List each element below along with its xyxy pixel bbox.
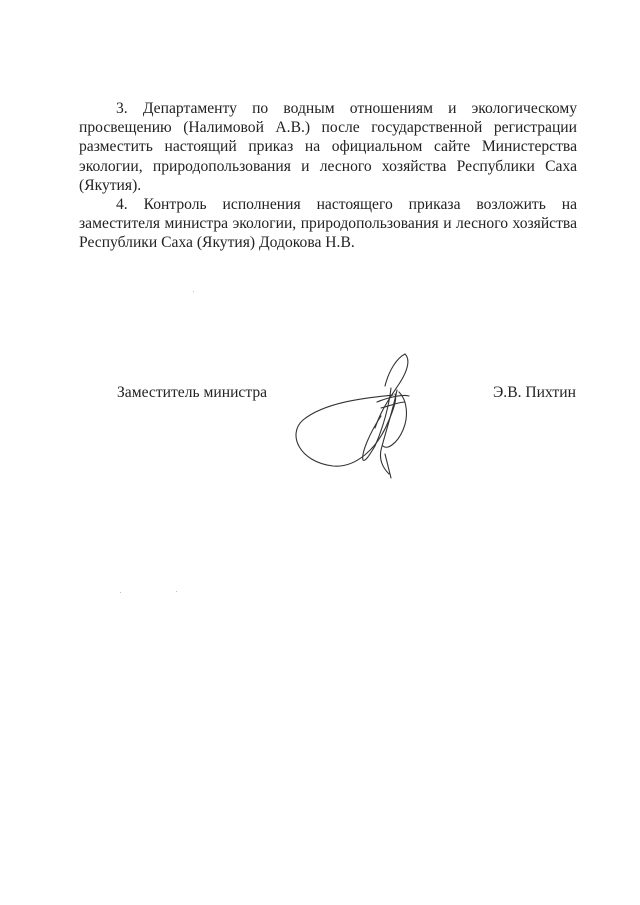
paragraph-number: 4. <box>116 196 128 214</box>
paper-speck <box>176 591 177 592</box>
signatory-position: Заместитель министра <box>117 384 268 401</box>
paragraph-4 <box>79 195 577 253</box>
handwritten-signature <box>285 350 425 480</box>
paragraph-text: Контроль исполнения настоящего приказа возложить на заместителя министра экологии, природопользования и лесного хозяйства Республики Саха (Якутия) Додокова Н.В. <box>79 196 578 252</box>
paragraph-3 <box>79 99 577 195</box>
signatory-name: Э.В. Пихтин <box>493 384 576 401</box>
paper-speck <box>120 592 121 593</box>
paragraph-number: 3. <box>116 100 128 117</box>
order-text <box>79 99 577 253</box>
paragraph-text: Департаменту по водным отношениям и экологическому просвещению (Налимовой А.В.) после государственной регистрации разместить настоящий приказ на официальном сайте Министерства экологии, природопользования и лесного хозяйства Республики Саха (Якутия). <box>79 100 577 194</box>
paper-speck <box>193 291 194 292</box>
